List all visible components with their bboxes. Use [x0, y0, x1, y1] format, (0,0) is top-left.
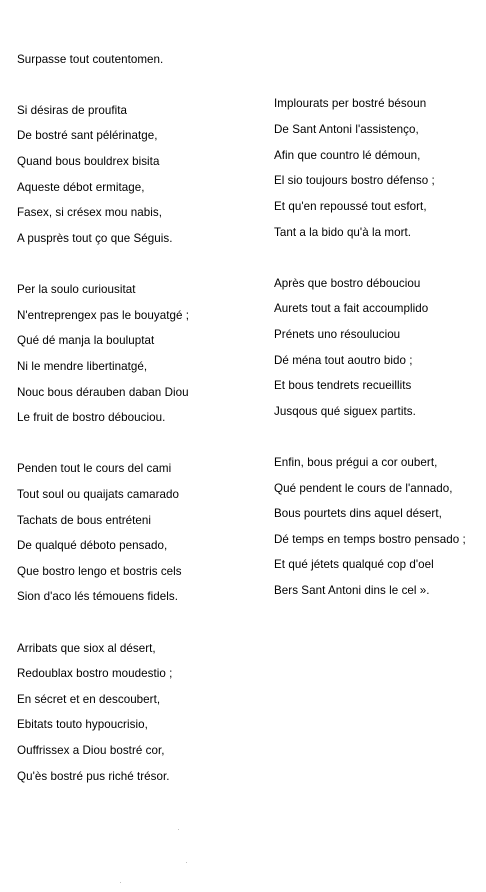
verse-line: Après que bostro débouciou	[274, 277, 421, 290]
verse-line: Qué pendent le cours de l'annado,	[274, 482, 453, 495]
verse-line: Tant a la bido qu'à la mort.	[274, 226, 412, 239]
verse-line: Implourats per bostré bésoun	[274, 97, 427, 110]
verse-line: Dé ména tout aoutro bido ;	[274, 354, 413, 367]
verse-line: Nouc bous dérauben daban Diou	[17, 386, 189, 399]
verse-line: Fasex, si crésex mou nabis,	[17, 206, 163, 219]
verse-line: Redoublax bostro moudestio ;	[17, 667, 173, 680]
verse-line: Quand bous bouldrex bisita	[17, 155, 160, 168]
opening-line: Surpasse tout coutentomen.	[17, 53, 164, 66]
verse-line: Et qu'en repoussé tout esfort,	[274, 200, 427, 213]
verse-line: Tachats de bous entréteni	[17, 514, 152, 527]
verse-line: A pusprès tout ço que Séguis.	[17, 232, 173, 245]
verse-line: Qu'ès bostré pus riché trésor.	[17, 770, 170, 783]
verse-line: Et qué jétets qualqué cop d'oel	[274, 558, 434, 571]
verse-line: De Sant Antoni l'assistenço,	[274, 123, 419, 136]
verse-line: En sécret et en descoubert,	[17, 693, 161, 706]
verse-line: Dé temps en temps bostro pensado ;	[274, 533, 466, 546]
verse-line: El sio toujours bostro défenso ;	[274, 174, 435, 187]
scan-speck	[186, 862, 187, 863]
verse-line: Sion d'aco lés témouens fidels.	[17, 590, 179, 603]
verse-line: Ni le mendre libertinatgé,	[17, 360, 148, 373]
verse-line: Bers Sant Antoni dins le cel ».	[274, 584, 430, 597]
verse-line: Qué dé manja la bouluptat	[17, 334, 155, 347]
verse-line: Aurets tout a fait accoumplido	[274, 302, 429, 315]
verse-line: De bostré sant pélérinatge,	[17, 129, 158, 142]
verse-line: Ebitats touto hypoucrisio,	[17, 718, 148, 731]
verse-line: Enfin, bous prégui a cor oubert,	[274, 456, 438, 469]
verse-line: Si désiras de proufita	[17, 104, 128, 117]
verse-line: Le fruit de bostro débouciou.	[17, 411, 166, 424]
verse-line: Per la soulo curiousitat	[17, 283, 136, 296]
scan-speck	[120, 882, 121, 883]
verse-line: Jusqous qué siguex partits.	[274, 405, 416, 418]
verse-line: Arribats que siox al désert,	[17, 642, 156, 655]
verse-line: Afin que countro lé démoun,	[274, 149, 421, 162]
verse-line: Et bous tendrets recueillits	[274, 379, 412, 392]
scan-speck	[178, 829, 179, 830]
verse-line: De qualqué déboto pensado,	[17, 539, 168, 552]
verse-line: Prénets uno résouluciou	[274, 328, 401, 341]
verse-line: Ouffrissex a Diou bostré cor,	[17, 744, 165, 757]
verse-line: Que bostro lengo et bostris cels	[17, 565, 182, 578]
verse-line: Penden tout le cours del cami	[17, 462, 172, 475]
verse-line: N'entreprengex pas le bouyatgé ;	[17, 309, 190, 322]
verse-line: Bous pourtets dins aquel désert,	[274, 507, 442, 520]
verse-line: Aqueste débot ermitage,	[17, 181, 145, 194]
verse-line: Tout soul ou quaijats camarado	[17, 488, 179, 501]
